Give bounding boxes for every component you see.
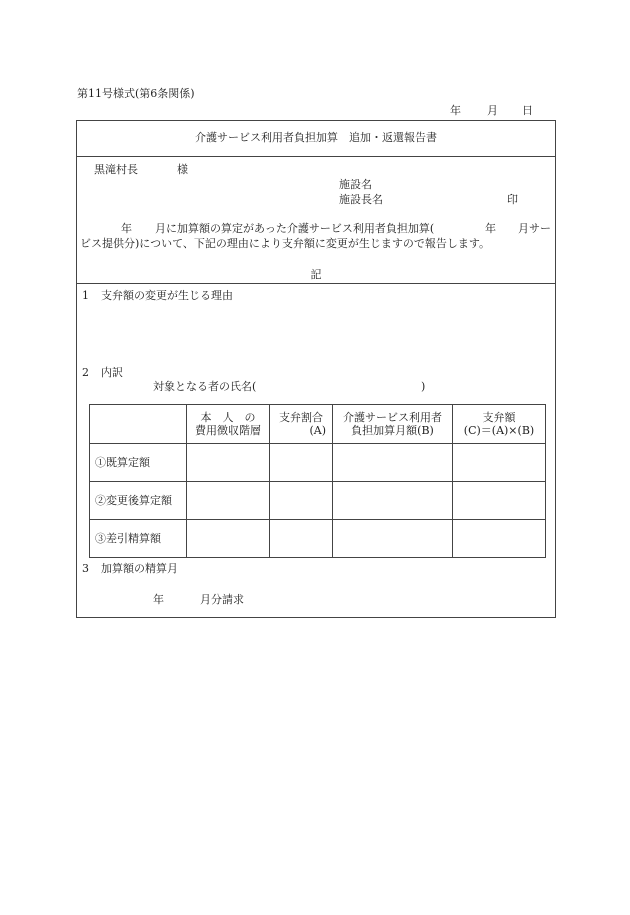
- table-cell[interactable]: [270, 520, 333, 558]
- date-day-label: 日: [522, 104, 533, 117]
- header-cell-blank: [90, 405, 187, 444]
- target-name-close: ): [421, 380, 426, 393]
- table-cell[interactable]: [187, 444, 270, 482]
- header-income-line2: 費用徴収階層: [195, 424, 261, 437]
- section2-number: 2: [82, 366, 89, 379]
- facility-name-label: 施設名: [339, 178, 372, 191]
- body-year-1: 年: [121, 222, 132, 235]
- table-cell[interactable]: [453, 482, 546, 520]
- header-payment-line2: (C)＝(A)×(B): [463, 424, 535, 437]
- table-header-row: [90, 405, 546, 444]
- body-line1-main: 月に加算額の算定があった介護サービス利用者負担加算(: [155, 222, 435, 235]
- section1-number: 1: [82, 289, 89, 302]
- header-cell-monthly-amount: [333, 405, 453, 444]
- header-cell-income-level: [187, 405, 270, 444]
- header-cell-payment: [453, 405, 546, 444]
- header-ratio-line2: (A): [309, 424, 326, 437]
- breakdown-table: [89, 404, 546, 558]
- facility-head-label: 施設長名: [339, 193, 383, 206]
- table-cell[interactable]: [453, 520, 546, 558]
- section1-title: 支弁額の変更が生じる理由: [101, 289, 233, 302]
- body-year-2: 年: [485, 222, 496, 235]
- honorific: 様: [177, 163, 188, 176]
- table-cell[interactable]: [187, 520, 270, 558]
- section3-title: 加算額の精算月: [101, 562, 178, 575]
- header-cell-ratio: [270, 405, 333, 444]
- section3-number: 3: [82, 562, 89, 575]
- header-monthly-line2: 負担加算月額(B): [351, 424, 434, 437]
- row-label-calculated: ①既算定額: [90, 444, 187, 482]
- table-cell[interactable]: [333, 482, 453, 520]
- addressee: 黒滝村長: [94, 163, 138, 176]
- table-row: [90, 520, 546, 558]
- header-income-line1: 本 人 の: [200, 411, 256, 424]
- body-line2: ビス提供分)について、下記の理由により支弁額に変更が生じますので報告します。: [80, 237, 490, 250]
- table-cell[interactable]: [270, 482, 333, 520]
- section2-title: 内訳: [101, 366, 123, 379]
- seal-mark: 印: [507, 193, 518, 206]
- title-divider: [76, 156, 556, 157]
- date-year-label: 年: [450, 104, 461, 117]
- row-label-difference: ③差引精算額: [90, 520, 187, 558]
- ki-divider: [76, 283, 556, 284]
- table-cell[interactable]: [187, 482, 270, 520]
- table-cell[interactable]: [270, 444, 333, 482]
- table-cell[interactable]: [333, 444, 453, 482]
- settlement-year-label: 年: [153, 593, 164, 606]
- table-cell[interactable]: [453, 444, 546, 482]
- row-label-revised: ②変更後算定額: [90, 482, 187, 520]
- body-line1-tail: 月サー: [518, 222, 551, 235]
- date-month-label: 月: [487, 104, 498, 117]
- settlement-month-claim: 月分請求: [200, 593, 244, 606]
- table-row: [90, 482, 546, 520]
- table-cell[interactable]: [333, 520, 453, 558]
- header-monthly-line1: 介護サービス利用者: [343, 411, 442, 424]
- table-row: [90, 444, 546, 482]
- form-title: 介護サービス利用者負担加算 追加・返還報告書: [195, 131, 437, 144]
- form-number: 第11号様式(第6条関係): [77, 87, 195, 100]
- ki-heading: 記: [310, 268, 322, 281]
- header-ratio-line1: 支弁割合: [279, 411, 323, 424]
- target-name-label: 対象となる者の氏名(: [153, 380, 257, 393]
- header-payment-line1: 支弁額: [482, 411, 516, 424]
